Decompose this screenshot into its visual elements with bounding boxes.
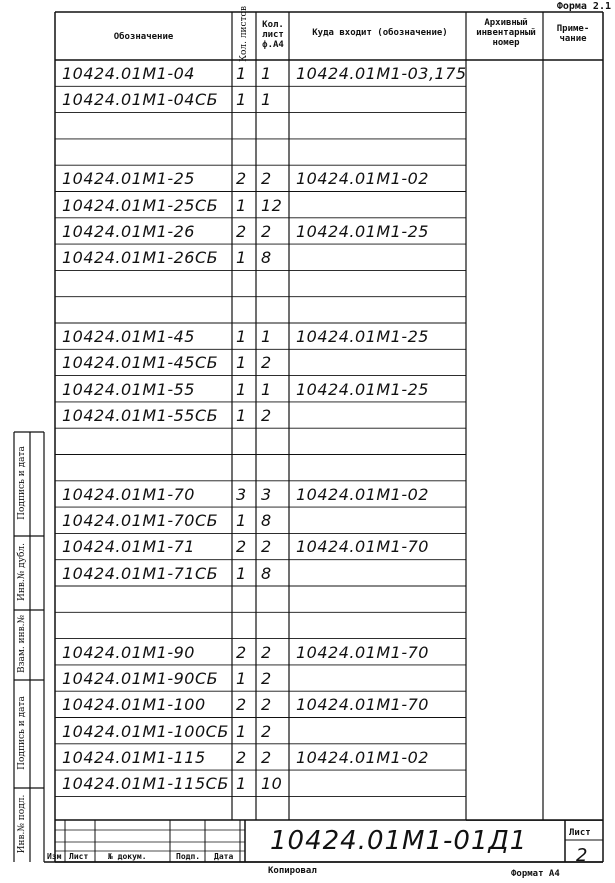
row-designation: 10424.01М1-70СБ [62, 511, 219, 531]
row-a4-count: 2 [261, 747, 272, 767]
row-sheet-count: 1 [236, 64, 247, 83]
row-sheet-count: 1 [236, 379, 247, 399]
row-designation: 10424.01М1-25СБ [62, 195, 219, 215]
row-sheet-count: 1 [236, 774, 247, 794]
row-designation: 10424.01М1-04СБ [62, 90, 219, 110]
side-label: Подпись и дата [17, 446, 27, 520]
side-label: Инв.№ дубл. [17, 543, 27, 601]
header-note: Приме- чание [556, 24, 590, 44]
row-designation: 10424.01М1-115СБ [62, 774, 229, 794]
row-a4-count: 1 [261, 327, 272, 346]
row-a4-count: 8 [261, 563, 272, 583]
row-a4-count: 1 [261, 64, 272, 83]
row-a4-count: 2 [261, 353, 272, 373]
copied-label: Копировал [268, 866, 317, 876]
row-designation: 10424.01М1-71 [62, 537, 195, 557]
side-label: Взам. инв.№ [17, 614, 27, 674]
format-label: Формат А4 [511, 869, 560, 879]
row-designation: 10424.01М1-04 [62, 64, 195, 83]
row-designation: 10424.01М1-90СБ [62, 668, 219, 688]
row-where-used: 10424.01М1-02 [296, 747, 429, 767]
row-designation: 10424.01М1-90 [62, 642, 195, 662]
row-a4-count: 2 [261, 642, 272, 662]
row-a4-count: 8 [261, 511, 272, 531]
header-where-used: Куда входит (обозначение) [312, 28, 448, 38]
row-where-used: 10424.01М1-70 [296, 537, 429, 557]
col-sign-label: Подп. [176, 852, 201, 861]
row-designation: 10424.01М1-26 [62, 221, 195, 241]
col-date-label: Дата [214, 852, 234, 861]
row-designation: 10424.01М1-100СБ [62, 721, 229, 741]
row-where-used: 10424.01М1-25 [296, 221, 429, 241]
row-designation: 10424.01М1-70 [62, 484, 195, 504]
row-sheet-count: 2 [236, 642, 247, 662]
row-designation: 10424.01М1-55СБ [62, 405, 219, 425]
row-a4-count: 2 [261, 668, 272, 688]
row-sheet-count: 2 [236, 169, 247, 189]
side-label: Подпись и дата [17, 696, 27, 770]
row-sheet-count: 1 [236, 668, 247, 688]
row-sheet-count: 1 [236, 248, 247, 268]
header-sheets-count: Кол. листов [239, 5, 249, 62]
row-designation: 10424.01М1-115 [62, 747, 206, 767]
col-sheet-label: Лист [69, 852, 89, 861]
row-designation: 10424.01М1-25 [62, 169, 195, 189]
row-sheet-count: 1 [236, 511, 247, 531]
row-sheet-count: 2 [236, 747, 247, 767]
col-change-label: Изм [47, 852, 62, 861]
row-a4-count: 2 [261, 405, 272, 425]
row-a4-count: 1 [261, 379, 272, 399]
sheet-number: 2 [576, 845, 588, 866]
row-sheet-count: 1 [236, 353, 247, 373]
row-a4-count: 10 [261, 774, 283, 794]
row-sheet-count: 1 [236, 721, 247, 741]
row-where-used: 10424.01М1-02 [296, 484, 429, 504]
row-sheet-count: 1 [236, 327, 247, 346]
row-designation: 10424.01М1-100 [62, 695, 206, 715]
row-sheet-count: 1 [236, 563, 247, 583]
row-sheet-count: 2 [236, 537, 247, 557]
row-a4-count: 2 [261, 721, 272, 741]
row-where-used: 10424.01М1-02 [296, 169, 429, 189]
row-a4-count: 12 [261, 195, 283, 215]
row-a4-count: 8 [261, 248, 272, 268]
row-sheet-count: 1 [236, 195, 247, 215]
col-doc-no-label: № докум. [108, 852, 147, 861]
row-designation: 10424.01М1-71СБ [62, 563, 219, 583]
row-designation: 10424.01М1-45СБ [62, 353, 219, 373]
row-where-used: 10424.01М1-70 [296, 695, 429, 715]
header-archive-no: Архивный инвентарный номер [476, 18, 536, 48]
form-label: Форма 2.1 [556, 1, 611, 12]
row-a4-count: 2 [261, 537, 272, 557]
row-sheet-count: 2 [236, 221, 247, 241]
row-where-used: 10424.01М1-25 [296, 327, 429, 346]
side-label: Инв.№ подл. [17, 794, 27, 854]
row-designation: 10424.01М1-55 [62, 379, 195, 399]
row-a4-count: 1 [261, 90, 272, 110]
row-a4-count: 3 [261, 484, 272, 504]
header-designation: Обозначение [113, 32, 174, 42]
row-designation: 10424.01М1-26СБ [62, 248, 219, 268]
row-sheet-count: 1 [236, 405, 247, 425]
header-sheets-a4: Кол. лист ф.А4 [262, 20, 284, 50]
row-a4-count: 2 [261, 221, 272, 241]
row-a4-count: 2 [261, 695, 272, 715]
row-where-used: 10424.01М1-03,175 [296, 64, 467, 83]
row-sheet-count: 1 [236, 90, 247, 110]
row-where-used: 10424.01М1-70 [296, 642, 429, 662]
row-designation: 10424.01М1-45 [62, 327, 195, 346]
sheet-label: Лист [569, 828, 591, 838]
document-code: 10424.01М1-01Д1 [270, 826, 528, 856]
row-sheet-count: 2 [236, 695, 247, 715]
row-where-used: 10424.01М1-25 [296, 379, 429, 399]
row-a4-count: 2 [261, 169, 272, 189]
row-sheet-count: 3 [236, 484, 247, 504]
